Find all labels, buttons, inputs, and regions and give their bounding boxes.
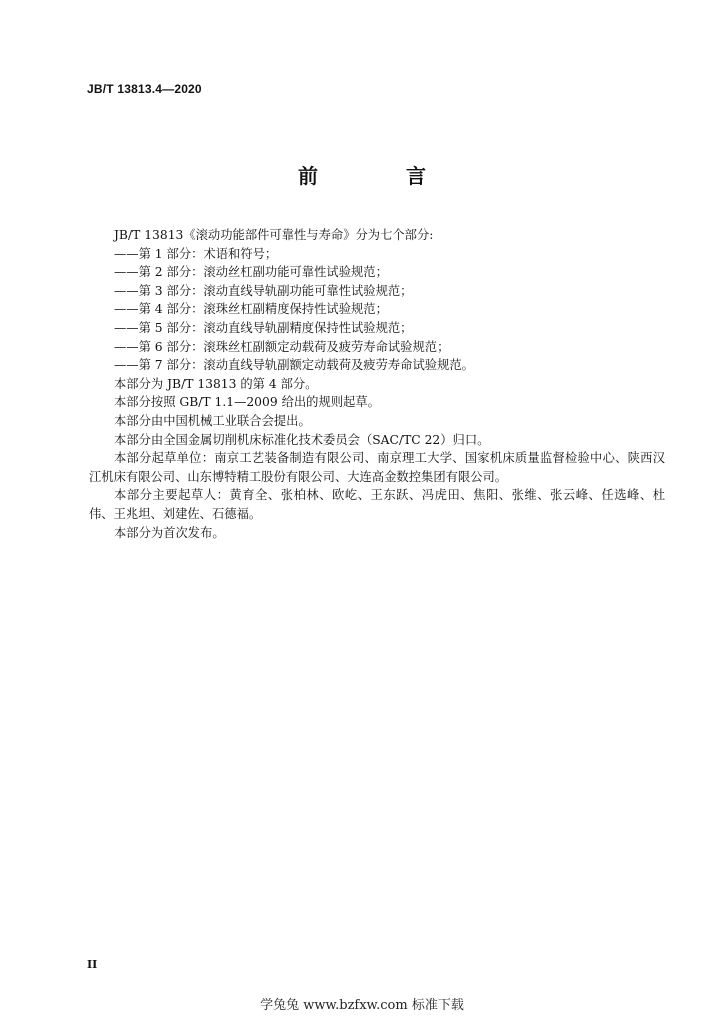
paragraph-drafting-rules: 本部分按照 GB/T 1.1—2009 给出的规则起草。 — [114, 395, 380, 410]
paragraph-proposed-by: 本部分由中国机械工业联合会提出。 — [114, 413, 311, 428]
standard-code: JB/T 13813.4—2020 — [87, 82, 202, 96]
paragraph-first-release: 本部分为首次发布。 — [114, 525, 225, 540]
intro-line: JB/T 13813《滚动功能部件可靠性与寿命》分为七个部分: — [114, 228, 434, 242]
part-item-4: ——第 4 部分：滚珠丝杠副精度保持性试验规范； — [114, 302, 388, 317]
part-item-1: ——第 1 部分：术语和符号； — [114, 246, 278, 261]
paragraph-drafting-units: 本部分起草单位：南京工艺装备制造有限公司、南京理工大学、国家机床质量监督检验中心、陕西汉江机床有限公司、山东博特精工股份有限公司、大连高金数控集团有限公司。 — [89, 451, 665, 484]
part-item-7: ——第 7 部分：滚动直线导轨副额定动载荷及疲劳寿命试验规范。 — [114, 358, 474, 373]
foreword-body — [89, 226, 665, 542]
part-item-5: ——第 5 部分：滚动直线导轨副精度保持性试验规范； — [114, 320, 413, 335]
part-item-2: ——第 2 部分：滚动丝杠副功能可靠性试验规范； — [114, 265, 388, 280]
page-title: 前 言 — [298, 164, 460, 188]
footer-watermark: 学兔兔 www.bzfxw.com 标准下载 — [260, 998, 464, 1013]
paragraph-drafters: 本部分主要起草人：黄育全、张柏林、欧屹、王东跃、冯虎田、焦阳、张维、张云峰、任选峰、杜伟、王兆坦、刘建佐、石德福。 — [89, 488, 665, 521]
paragraph-administered-by: 本部分由全国金属切削机床标准化技术委员会（SAC/TC 22）归口。 — [114, 432, 490, 447]
part-item-3: ——第 3 部分：滚动直线导轨副功能可靠性试验规范； — [114, 283, 413, 298]
page-number: II — [87, 958, 98, 971]
paragraph-part-number: 本部分为 JB/T 13813 的第 4 部分。 — [114, 376, 318, 391]
part-item-6: ——第 6 部分：滚珠丝杠副额定动载荷及疲劳寿命试验规范； — [114, 339, 450, 354]
